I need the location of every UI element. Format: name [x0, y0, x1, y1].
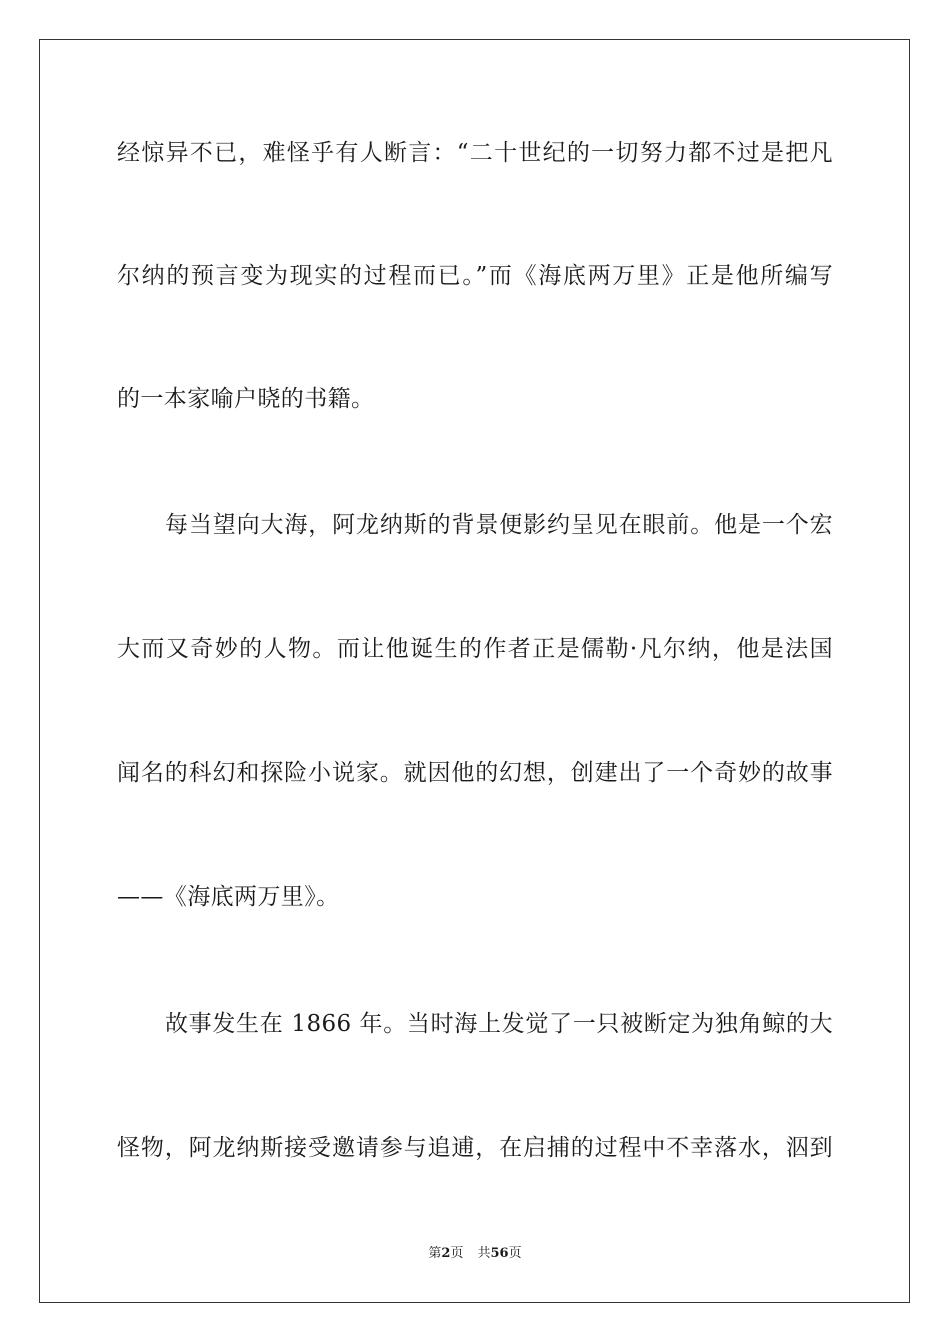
total-suffix: 页	[508, 1246, 522, 1261]
page-suffix: 页	[450, 1246, 464, 1261]
text-line-8: 故事发生在 1866 年。当时海上发觉了一只被断定为独角鲸的大	[165, 1011, 833, 1037]
total-prefix: 共	[477, 1246, 491, 1261]
page-current: 2	[441, 1246, 451, 1261]
text-line-5: 大而又奇妙的人物。而让他诞生的作者正是儒勒·凡尔纳，他是法国	[117, 636, 833, 662]
text-line-9: 怪物，阿龙纳斯接受邀请参与追逋，在启捕的过程中不幸落水，泅到	[117, 1135, 833, 1161]
text-line-1: 经惊异不已，难怪乎有人断言：“二十世纪的一切努力都不过是把凡	[117, 140, 833, 166]
page-border	[39, 39, 910, 1303]
text-line-6: 闻名的科幻和探险小说家。就因他的幻想，创建出了一个奇妙的故事	[117, 760, 833, 786]
page-prefix: 第	[428, 1246, 442, 1261]
text-line-3: 的一本家喻户晓的书籍。	[117, 386, 375, 412]
text-line-7: ——《海底两万里》。	[117, 884, 340, 910]
page-total: 56	[490, 1246, 509, 1261]
page-footer	[0, 1246, 950, 1262]
text-line-4: 每当望向大海，阿龙纳斯的背景便影约呈见在眼前。他是一个宏	[165, 512, 833, 538]
text-line-2: 尔纳的预言变为现实的过程而已。”而《海底两万里》正是他所编写	[117, 263, 833, 289]
